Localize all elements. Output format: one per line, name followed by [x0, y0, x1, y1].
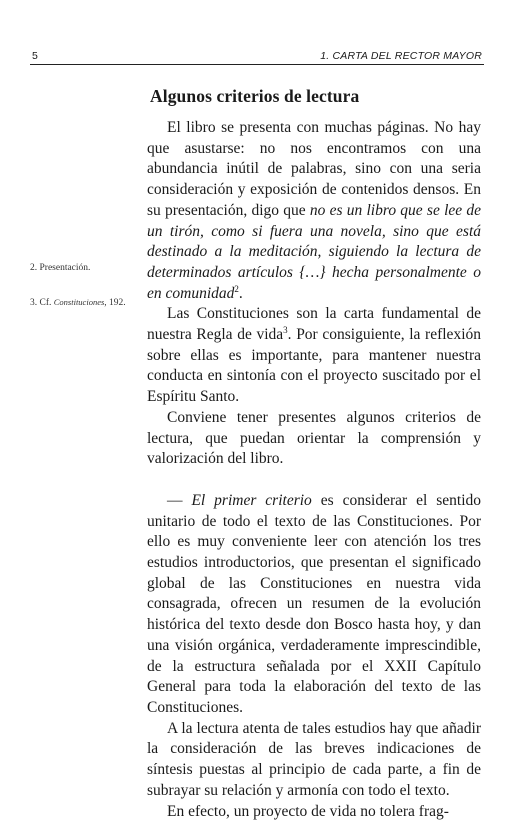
page-number: 5 [32, 50, 38, 62]
p1-end: . [239, 285, 243, 302]
footnote-ref-2: 2 [234, 284, 239, 294]
section-title: Algunos criterios de lectura [150, 86, 359, 107]
paragraph-3: Conviene tener presentes algunos criterios de lectura, que puedan orientar la comprensión y valorización del libro. [147, 408, 481, 470]
running-title: 1. CARTA DEL RECTOR MAYOR [320, 50, 482, 62]
p4-emphasis: El primer criterio [191, 492, 311, 509]
paragraph-5: A la lectura atenta de tales estudios hay que añadir la consideración de las breves indicaciones de síntesis puestas al principio de cada parte, a fin de subrayar su relación y armonía con todo el texto. [147, 719, 481, 802]
paragraph-1 [147, 118, 481, 304]
p4-text: es considerar el sentido unitario de todo el texto de las Constituciones. Por ello es muy conveniente leer con atención los tres estudios introductorios, que presentan el significado global de las Constituciones en nuestra vida consagrada, ofrecen un resumen de la evolución histórica del texto desde don Bosco hasta hoy, y dan una visión orgánica, verdaderamente imprescindible, de la estructura señalada por el XXII Capítulo General para toda la elaboración del texto de las Constituciones. [147, 492, 481, 716]
footnote-3 [30, 297, 126, 308]
paragraph-6: En efecto, un proyecto de vida no tolera frag- [147, 802, 481, 822]
footnote-3-suffix: , 192. [104, 298, 125, 308]
footnote-2: 2. Presentación. [30, 263, 90, 273]
p4-dash: — [167, 492, 191, 509]
running-header [30, 50, 484, 65]
footnote-ref-3: 3 [283, 325, 288, 335]
p1-text: El libro se presenta con muchas páginas. No hay que asustarse: no nos encontramos con una abundancia inútil de palabras, sino con una seria consideración y exposición de contenidos densos. En su presentación, digo que [147, 119, 481, 219]
p2-end: . Por consiguiente, la reflexión sobre ellas es importante, para mantener nuestra conducta en sintonía con el proyecto suscitado por el Espíritu Santo. [147, 326, 481, 405]
footnote-3-prefix: 3. Cf. [30, 298, 54, 308]
p1-quote: no es un libro que se lee de un tirón, como si fuera una novela, sino que está destinado a la meditación, siguiendo la lectura de determinados artículos {…} hecha personalmente o en comunidad [147, 202, 481, 302]
paragraph-4 [147, 491, 481, 719]
p2-text: Las Constituciones son la carta fundamental de nuestra Regla de vida [147, 305, 481, 343]
footnote-3-title: Constituciones [54, 297, 105, 307]
paragraph-2 [147, 304, 481, 408]
body-text [147, 118, 481, 822]
